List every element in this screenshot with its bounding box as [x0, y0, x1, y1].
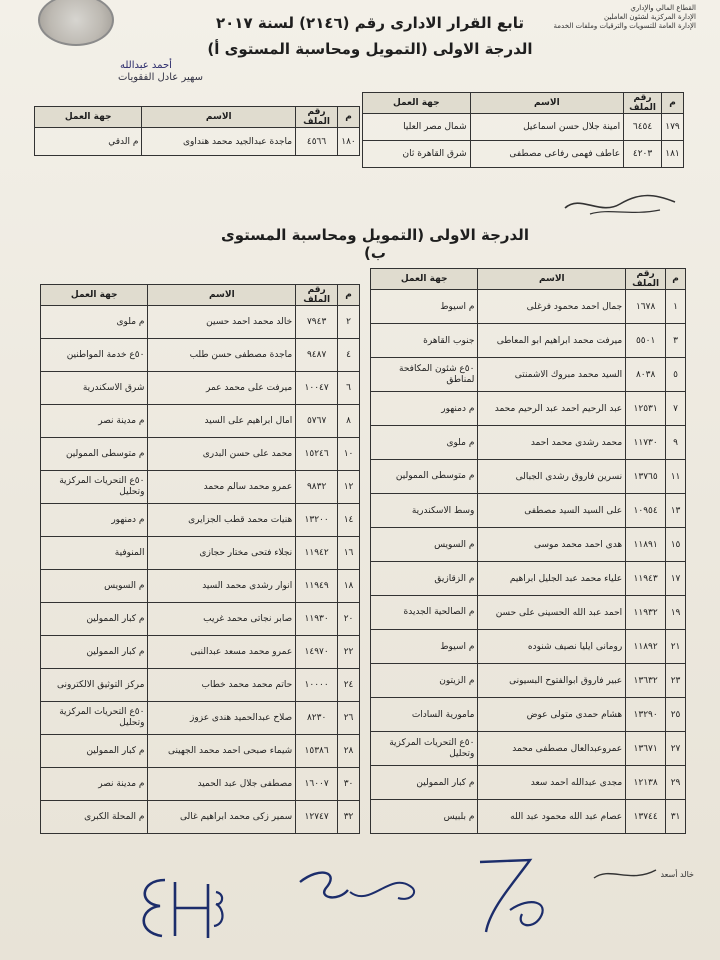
- work-location: مامورية السادات: [371, 698, 478, 732]
- row-index: ١٥: [666, 528, 686, 562]
- row-index: ١٨١: [662, 141, 684, 168]
- employee-name: عمرو محمد مسعد عبدالنبى: [148, 636, 296, 669]
- employee-name: ماجدة عبدالجيد محمد هنداوى: [142, 128, 296, 156]
- signature-left: [130, 874, 230, 946]
- work-location: م متوسطى الممولين: [41, 438, 148, 471]
- row-index: ١٠: [338, 438, 360, 471]
- signature-middle: [290, 862, 430, 932]
- employee-name: ميرفت على محمد عمر: [148, 372, 296, 405]
- col-work: جهة العمل: [363, 93, 471, 114]
- table-row: [41, 504, 360, 537]
- employee-name: شيماء صبحى احمد محمد الجهينى: [148, 735, 296, 768]
- employee-name: ماجدة مصطفى حسن طلب: [148, 339, 296, 372]
- file-number: ١٠٠٤٧: [296, 372, 338, 405]
- row-index: ٤: [338, 339, 360, 372]
- row-index: ١٧٩: [662, 114, 684, 141]
- col-file-no: رقم الملف: [296, 285, 338, 306]
- table-row: [41, 471, 360, 504]
- file-number: ٥٧٦٧: [296, 405, 338, 438]
- employee-name: السيد محمد مبروك الاشمنتى: [478, 358, 626, 392]
- org-line-3: الإدارة العامة للتسويات والترقيات وملفات الخدمة: [553, 22, 696, 30]
- work-location: م دمنهور: [41, 504, 148, 537]
- work-location: مركز التوثيق الالكترونى: [41, 669, 148, 702]
- table-row: [371, 324, 686, 358]
- work-location: م اسيوط: [371, 630, 478, 664]
- row-index: ١٧: [666, 562, 686, 596]
- table-row: [371, 800, 686, 834]
- col-file-no: رقم الملف: [296, 107, 338, 128]
- row-index: ١: [666, 290, 686, 324]
- stamp-text: سهير عادل الفقويات: [118, 72, 203, 83]
- table-row: [41, 372, 360, 405]
- work-location: م ملوى: [41, 306, 148, 339]
- employee-name: خالد محمد احمد حسين: [148, 306, 296, 339]
- table-row: [363, 141, 684, 168]
- row-index: ٢٧: [666, 732, 686, 766]
- table-row: [41, 702, 360, 735]
- work-location: ٥٠ع التحريات المركزية وتحليل: [41, 471, 148, 504]
- row-index: ٢١: [666, 630, 686, 664]
- footer-name: خالد أسعد: [660, 870, 694, 879]
- employee-name: عمرو محمد سالم محمد: [148, 471, 296, 504]
- file-number: ١٠٠٠٠: [296, 669, 338, 702]
- col-name: الاسم: [470, 93, 624, 114]
- work-location: جنوب القاهرة: [371, 324, 478, 358]
- table-row: [41, 570, 360, 603]
- work-location: م الصالحية الجديدة: [371, 596, 478, 630]
- table-row: [371, 698, 686, 732]
- employee-name: عبير فاروق ابوالفتوح البسيونى: [478, 664, 626, 698]
- table-row: [41, 768, 360, 801]
- row-index: ٢٦: [338, 702, 360, 735]
- file-number: ١١٩٣٢: [626, 596, 666, 630]
- file-number: ١٠٩٥٤: [626, 494, 666, 528]
- file-number: ١٣٧٦٥: [626, 460, 666, 494]
- row-index: ٦: [338, 372, 360, 405]
- file-number: ٨٢٣٠: [296, 702, 338, 735]
- work-location: ٥٠ع خدمة المواطنين: [41, 339, 148, 372]
- file-number: ١١٨٩٢: [626, 630, 666, 664]
- work-location: وسط الاسكندرية: [371, 494, 478, 528]
- row-index: ٣٢: [338, 801, 360, 834]
- employee-name: محمد على حسن البدرى: [148, 438, 296, 471]
- work-location: م مدينة نصر: [41, 405, 148, 438]
- col-work: جهة العمل: [371, 269, 478, 290]
- work-location: م الدقي: [35, 128, 142, 156]
- employee-name: مجدى عبدالله احمد سعد: [478, 766, 626, 800]
- section-a-title: الدرجة الاولى (التمويل ومحاسبة المستوى أ): [207, 40, 533, 58]
- table-row: [41, 735, 360, 768]
- col-name: الاسم: [478, 269, 626, 290]
- table-row: [41, 636, 360, 669]
- col-m: م: [338, 107, 360, 128]
- work-location: م متوسطى الممولين: [371, 460, 478, 494]
- work-location: شمال مصر العليا: [363, 114, 471, 141]
- col-name: الاسم: [142, 107, 296, 128]
- file-number: ١٥٣٨٦: [296, 735, 338, 768]
- employee-name: حاتم محمد محمد خطاب: [148, 669, 296, 702]
- row-index: ١٨٠: [338, 128, 360, 156]
- row-index: ٣١: [666, 800, 686, 834]
- row-index: ٢٤: [338, 669, 360, 702]
- table-row: [371, 426, 686, 460]
- file-number: ١١٨٩١: [626, 528, 666, 562]
- decision-title: تابع القرار الادارى رقم (٢١٤٦) لسنة ٢٠١٧: [216, 14, 524, 32]
- work-location: م الزيتون: [371, 664, 478, 698]
- file-number: ١٥٢٤٦: [296, 438, 338, 471]
- employee-name: ميرفت محمد ابراهيم ابو المعاطى: [478, 324, 626, 358]
- file-number: ١٢١٣٨: [626, 766, 666, 800]
- ministry-logo-seal: [38, 0, 114, 46]
- table-row: [371, 392, 686, 426]
- employee-name: احمد عبد الله الحسينى على حسن: [478, 596, 626, 630]
- table-row: [371, 664, 686, 698]
- work-location: م اسيوط: [371, 290, 478, 324]
- employee-name: هشام حمدى متولى عوض: [478, 698, 626, 732]
- row-index: ٢٢: [338, 636, 360, 669]
- col-file-no: رقم الملف: [626, 269, 666, 290]
- work-location: ٥٠ع التحريات المركزية وتحليل: [41, 702, 148, 735]
- table-row: [363, 114, 684, 141]
- work-location: ٥٠ع التحريات المركزية وتحليل: [371, 732, 478, 766]
- signature-far-right: [590, 860, 660, 890]
- employee-name: هدى احمد محمد موسى: [478, 528, 626, 562]
- row-index: ١٦: [338, 537, 360, 570]
- file-number: ٤٥٦٦: [296, 128, 338, 156]
- file-number: ١٣٦٧١: [626, 732, 666, 766]
- col-m: م: [666, 269, 686, 290]
- org-line-1: القطاع المالي والإداري: [630, 4, 696, 12]
- section-b-left-table: [40, 284, 360, 834]
- table-row: [371, 732, 686, 766]
- file-number: ٨٠٣٨: [626, 358, 666, 392]
- table-row: [41, 801, 360, 834]
- work-location: م كبار الممولين: [41, 735, 148, 768]
- table-row: [35, 128, 360, 156]
- table-row: [371, 290, 686, 324]
- row-index: ٢٨: [338, 735, 360, 768]
- row-index: ٣: [666, 324, 686, 358]
- col-work: جهة العمل: [41, 285, 148, 306]
- file-number: ٩٨٣٢: [296, 471, 338, 504]
- employee-name: محمد رشدى محمد احمد: [478, 426, 626, 460]
- employee-name: هنيات محمد قطب الجزايرى: [148, 504, 296, 537]
- file-number: ١٣٦٣٢: [626, 664, 666, 698]
- work-location: م بلبيس: [371, 800, 478, 834]
- work-location: م كبار الممولين: [371, 766, 478, 800]
- section-a-right-table: [362, 92, 684, 168]
- table-row: [371, 766, 686, 800]
- row-index: ١١: [666, 460, 686, 494]
- employee-name: امينة جلال حسن اسماعيل: [470, 114, 624, 141]
- employee-name: علياء محمد عبد الجليل ابراهيم: [478, 562, 626, 596]
- signature-right: [470, 850, 580, 940]
- file-number: ١٤٩٧٠: [296, 636, 338, 669]
- file-number: ١٢٥٣١: [626, 392, 666, 426]
- col-file-no: رقم الملف: [624, 93, 662, 114]
- file-number: ١٣٧٤٤: [626, 800, 666, 834]
- org-line-2: الإدارة المركزية لشئون العاملين: [604, 13, 696, 21]
- row-index: ٢٣: [666, 664, 686, 698]
- table-row: [41, 438, 360, 471]
- employee-name: مصطفى جلال عبد الحميد: [148, 768, 296, 801]
- work-location: ٥٠ع شئون المكافحة لمناطق: [371, 358, 478, 392]
- employee-name: رومانى ايليا نصيف شنوده: [478, 630, 626, 664]
- employee-name: امال ابراهيم على السيد: [148, 405, 296, 438]
- work-location: المنوفية: [41, 537, 148, 570]
- row-index: ٣٠: [338, 768, 360, 801]
- work-location: م كبار الممولين: [41, 603, 148, 636]
- file-number: ١٢٧٤٧: [296, 801, 338, 834]
- table-row: [41, 339, 360, 372]
- table-row: [41, 306, 360, 339]
- employee-name: صابر نجاتى محمد غريب: [148, 603, 296, 636]
- file-number: ١٦٠٠٧: [296, 768, 338, 801]
- employee-name: انوار رشدى محمد السيد: [148, 570, 296, 603]
- file-number: ٧٩٤٣: [296, 306, 338, 339]
- employee-name: نسرين فاروق رشدى الجبالى: [478, 460, 626, 494]
- file-number: ١١٩٤٢: [296, 537, 338, 570]
- table-row: [371, 562, 686, 596]
- row-index: ٢٩: [666, 766, 686, 800]
- work-location: م السويس: [371, 528, 478, 562]
- section-b-right-table: [370, 268, 686, 834]
- table-row: [41, 405, 360, 438]
- row-index: ١٢: [338, 471, 360, 504]
- row-index: ٨: [338, 405, 360, 438]
- employee-name: عبد الرحيم احمد عبد الرحيم محمد: [478, 392, 626, 426]
- file-number: ١١٩٤٩: [296, 570, 338, 603]
- col-m: م: [662, 93, 684, 114]
- row-index: ١٤: [338, 504, 360, 537]
- work-location: م ملوى: [371, 426, 478, 460]
- table-row: [371, 358, 686, 392]
- employee-name: جمال احمد محمود فرغلى: [478, 290, 626, 324]
- employee-name: عمروعبدالعال مصطفى محمد: [478, 732, 626, 766]
- row-index: ١٨: [338, 570, 360, 603]
- col-name: الاسم: [148, 285, 296, 306]
- work-location: م الزقازيق: [371, 562, 478, 596]
- file-number: ٦٤٥٤: [624, 114, 662, 141]
- row-index: ١٩: [666, 596, 686, 630]
- file-number: ١١٩٤٣: [626, 562, 666, 596]
- work-location: م المحلة الكبرى: [41, 801, 148, 834]
- table-row: [371, 460, 686, 494]
- work-location: م دمنهور: [371, 392, 478, 426]
- work-location: م مدينة نصر: [41, 768, 148, 801]
- file-number: ١٣٢٩٠: [626, 698, 666, 732]
- organization-header: [536, 4, 696, 31]
- table-row: [371, 494, 686, 528]
- row-index: ٥: [666, 358, 686, 392]
- row-index: ٢٠: [338, 603, 360, 636]
- work-location: شرق القاهرة ثان: [363, 141, 471, 168]
- employee-name: على السيد السيد مصطفى: [478, 494, 626, 528]
- employee-name: عاطف فهمى رفاعى مصطفى: [470, 141, 624, 168]
- file-number: ١١٧٣٠: [626, 426, 666, 460]
- file-number: ٩٤٨٧: [296, 339, 338, 372]
- row-index: ٢٥: [666, 698, 686, 732]
- file-number: ٤٢٠٣: [624, 141, 662, 168]
- employee-name: صلاح عبدالحميد هندى عزوز: [148, 702, 296, 735]
- col-work: جهة العمل: [35, 107, 142, 128]
- col-m: م: [338, 285, 360, 306]
- file-number: ١٣٢٠٠: [296, 504, 338, 537]
- work-location: م السويس: [41, 570, 148, 603]
- employee-name: عصام عبد الله محمود عبد الله: [478, 800, 626, 834]
- row-index: ٩: [666, 426, 686, 460]
- table-row: [41, 603, 360, 636]
- signature-scribble-top: [560, 186, 680, 226]
- table-row: [371, 596, 686, 630]
- handwritten-note: أحمد عبدالله: [120, 60, 172, 71]
- table-row: [41, 669, 360, 702]
- work-location: شرق الاسكندرية: [41, 372, 148, 405]
- row-index: ٢: [338, 306, 360, 339]
- file-number: ٥٥٠١: [626, 324, 666, 358]
- work-location: م كبار الممولين: [41, 636, 148, 669]
- section-b-title: الدرجة الاولى (التمويل ومحاسبة المستوى ب): [221, 226, 529, 262]
- row-index: ٧: [666, 392, 686, 426]
- file-number: ١٦٧٨: [626, 290, 666, 324]
- table-row: [371, 630, 686, 664]
- employee-name: سمير زكى محمد ابراهيم غالى: [148, 801, 296, 834]
- table-row: [41, 537, 360, 570]
- table-row: [371, 528, 686, 562]
- file-number: ١١٩٣٠: [296, 603, 338, 636]
- row-index: ١٣: [666, 494, 686, 528]
- section-a-left-table: [34, 106, 360, 156]
- employee-name: نجلاء فتحى مختار حجازى: [148, 537, 296, 570]
